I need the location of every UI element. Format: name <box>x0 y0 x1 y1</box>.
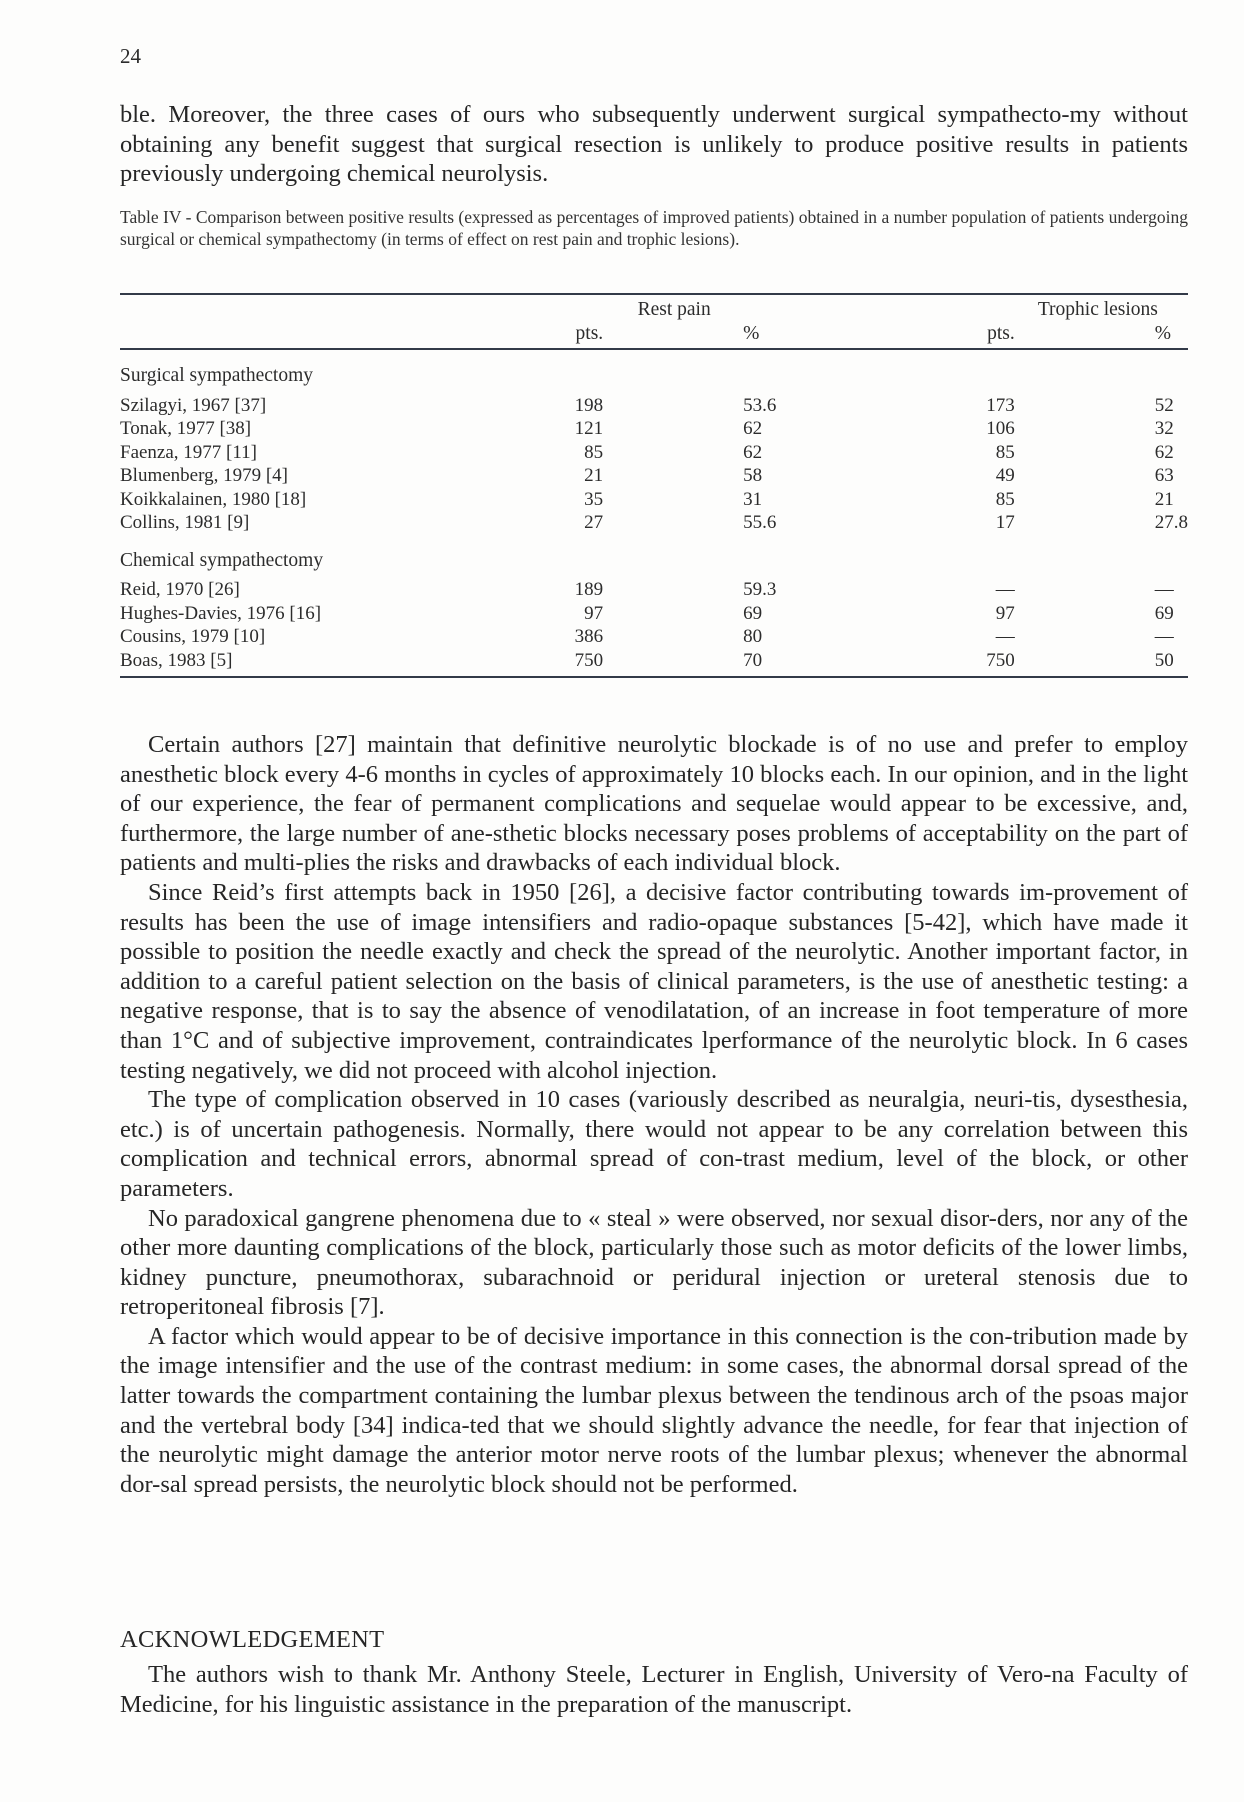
table-row <box>120 394 1188 418</box>
discussion-paragraph: No paradoxical gangrene phenomena due to « steal » were observed, nor sexual disor-ders, nor any of the other more daunting complications of the block, particularly those such as motor deficits of the lower limbs, kidney puncture, pneumothorax, subarachnoid or peridural injection or ureteral stenosis due to retroperitoneal fibrosis [7]. <box>120 1204 1188 1321</box>
study-cell: Koikkalainen, 1980 [18] <box>120 488 307 510</box>
rest-pain-pct-cell: 62 <box>743 441 763 463</box>
table-row <box>120 625 1188 649</box>
trophic-pct-cell: 50 <box>1154 649 1174 671</box>
discussion-paragraph: A factor which would appear to be of decisive importance in this connection is the con-tribution made by the image intensifier and the use of the contrast medium: in some cases, the abnormal dorsal spread of the latter towards the compartment containing the lumbar plexus between the tendinous arch of the psoas major and the vertebral body [34] indica-ted that we should slightly advance the needle, for fear that injection of the neurolytic might damage the anterior motor nerve roots of the lumbar plexus; whenever the abnormal dor-sal spread persists, the neurolytic block should not be performed. <box>120 1322 1188 1498</box>
discussion-section <box>120 730 1188 1499</box>
rest-pain-pts-cell: 121 <box>574 418 604 439</box>
trophic-pts-cell: 173 <box>986 394 1015 416</box>
study-cell: Faenza, 1977 [11] <box>120 441 257 463</box>
rest-pain-pts-cell: 97 <box>584 602 604 624</box>
table-bottom-rule <box>120 676 1188 678</box>
table-group-header-row <box>120 295 1188 322</box>
rest-pain-pct-cell: 62 <box>743 418 763 439</box>
rest-pain-pct-cell: 58 <box>743 465 763 486</box>
rest-pain-pct-cell: 70 <box>743 649 763 671</box>
rest-pain-pct-cell: 69 <box>743 602 763 624</box>
intro-paragraph-block <box>120 100 1188 189</box>
rest-pain-pct-cell: 53.6 <box>743 394 777 416</box>
table-group-row <box>120 350 1188 394</box>
group-title: Chemical sympathectomy <box>120 549 324 571</box>
trophic-pts-cell: 49 <box>995 465 1015 486</box>
header-rest-pain: Rest pain <box>637 299 711 320</box>
header-trophic-lesions: Trophic lesions <box>1037 299 1158 320</box>
trophic-pts-cell: 97 <box>995 602 1015 624</box>
table-body <box>120 350 1188 672</box>
table-caption: Table IV - Comparison between positive results (expressed as percentages of improved patients) obtained in a number population of patients undergoing surgical or chemical sympathectomy (in terms of effect on rest pain and trophic lesions). <box>120 207 1188 249</box>
rest-pain-pts-cell: 386 <box>574 626 604 647</box>
comparison-table <box>120 293 1188 678</box>
rest-pain-pts-cell: 85 <box>584 441 604 463</box>
trophic-pct-cell: 52 <box>1154 394 1174 416</box>
rest-pain-pts-cell: 21 <box>584 465 604 486</box>
acknowledgement-section <box>120 1660 1188 1719</box>
trophic-pct-cell: 62 <box>1154 441 1174 463</box>
table-group-row <box>120 535 1188 579</box>
results-table <box>120 295 1188 672</box>
table-row <box>120 602 1188 626</box>
table-row <box>120 488 1188 512</box>
study-cell: Blumenberg, 1979 [4] <box>120 465 288 486</box>
header-rest-pain-pts: pts. <box>575 322 604 344</box>
trophic-pct-cell: 21 <box>1154 488 1174 510</box>
trophic-pts-cell: 85 <box>995 441 1015 463</box>
header-empty <box>120 295 441 322</box>
study-cell: Hughes-Davies, 1976 [16] <box>120 602 322 624</box>
trophic-pct-cell: 27.8 <box>1154 512 1188 533</box>
trophic-pts-cell: — <box>995 579 1015 600</box>
trophic-pct-cell: 32 <box>1154 418 1174 439</box>
trophic-pct-cell: 63 <box>1154 465 1174 486</box>
discussion-paragraph: Since Reid’s first attempts back in 1950 [26], a decisive factor contributing towards im-provement of results has been the use of image intensifiers and radio-opaque substances [5-42], which have made it possible to position the needle exactly and check the spread of the neurolytic. Another important factor, in addition to a careful patient selection on the basis of clinical parameters, is the use of anesthetic testing: a negative response, that is to say the absence of venodilatation, of an increase in foot temperature of more than 1°C and of subjective improvement, contraindicates lperformance of the neurolytic block. In 6 cases testing negatively, we did not proceed with alcohol injection. <box>120 878 1188 1084</box>
acknowledgement-text: The authors wish to thank Mr. Anthony Steele, Lecturer in English, University of Vero-na Faculty of Medicine, for his linguistic assistance in the preparation of the manuscript. <box>120 1661 1188 1718</box>
study-cell: Cousins, 1979 [10] <box>120 626 266 647</box>
trophic-pct-cell: — <box>1154 626 1174 647</box>
page-number: 24 <box>120 44 141 68</box>
rest-pain-pct-cell: 80 <box>743 626 763 647</box>
table-row <box>120 511 1188 535</box>
study-cell: Tonak, 1977 [38] <box>120 418 252 439</box>
trophic-pct-cell: 69 <box>1154 602 1174 624</box>
rest-pain-pts-cell: 750 <box>574 649 604 671</box>
header-rest-pain-pct: % <box>743 322 760 344</box>
study-cell: Boas, 1983 [5] <box>120 649 233 671</box>
study-cell: Reid, 1970 [26] <box>120 579 240 600</box>
rest-pain-pct-cell: 59.3 <box>743 579 777 600</box>
rest-pain-pts-cell: 189 <box>574 579 604 600</box>
table-row <box>120 464 1188 488</box>
header-trophic-pts: pts. <box>987 322 1015 344</box>
trophic-pct-cell: — <box>1154 579 1174 600</box>
table-row <box>120 417 1188 441</box>
intro-paragraph: ble. Moreover, the three cases of ours who subsequently underwent surgical sympathecto-my without obtaining any benefit suggest that surgical resection is unlikely to produce positive results in patients previously undergoing chemical neurolysis. <box>120 101 1188 188</box>
trophic-pts-cell: 85 <box>995 488 1015 510</box>
study-cell: Szilagyi, 1967 [37] <box>120 394 267 416</box>
table-row <box>120 578 1188 602</box>
group-title: Surgical sympathectomy <box>120 365 313 386</box>
discussion-paragraph: Certain authors [27] maintain that definitive neurolytic blockade is of no use and prefer to employ anesthetic block every 4-6 months in cycles of approximately 10 blocks each. In our opinion, and in the light of our experience, the fear of permanent complications and sequelae would appear to be excessive, and, furthermore, the large number of ane-sthetic blocks necessary poses problems of acceptability on the part of patients and multi-plies the risks and drawbacks of each individual block. <box>120 731 1188 877</box>
acknowledgement-heading: ACKNOWLEDGEMENT <box>120 1626 385 1653</box>
discussion-paragraph: The type of complication observed in 10 cases (variously described as neuralgia, neuri-tis, dysesthesia, etc.) is of uncertain pathogenesis. Normally, there would not appear to be any correlation between this complication and technical errors, abnormal spread of con-trast medium, level of the block, or other parameters. <box>120 1086 1188 1202</box>
rest-pain-pts-cell: 35 <box>584 488 604 510</box>
trophic-pts-cell: 17 <box>995 512 1015 533</box>
table-row <box>120 441 1188 465</box>
rest-pain-pts-cell: 198 <box>574 394 604 416</box>
rest-pain-pct-cell: 31 <box>743 488 763 510</box>
study-cell: Collins, 1981 [9] <box>120 512 250 533</box>
trophic-pts-cell: — <box>995 626 1015 647</box>
header-trophic-pct: % <box>1154 322 1171 344</box>
trophic-pts-cell: 750 <box>986 649 1015 671</box>
trophic-pts-cell: 106 <box>986 418 1015 439</box>
rest-pain-pct-cell: 55.6 <box>743 512 777 533</box>
rest-pain-pts-cell: 27 <box>584 512 604 533</box>
table-row <box>120 649 1188 673</box>
table-sub-header-row <box>120 322 1188 346</box>
